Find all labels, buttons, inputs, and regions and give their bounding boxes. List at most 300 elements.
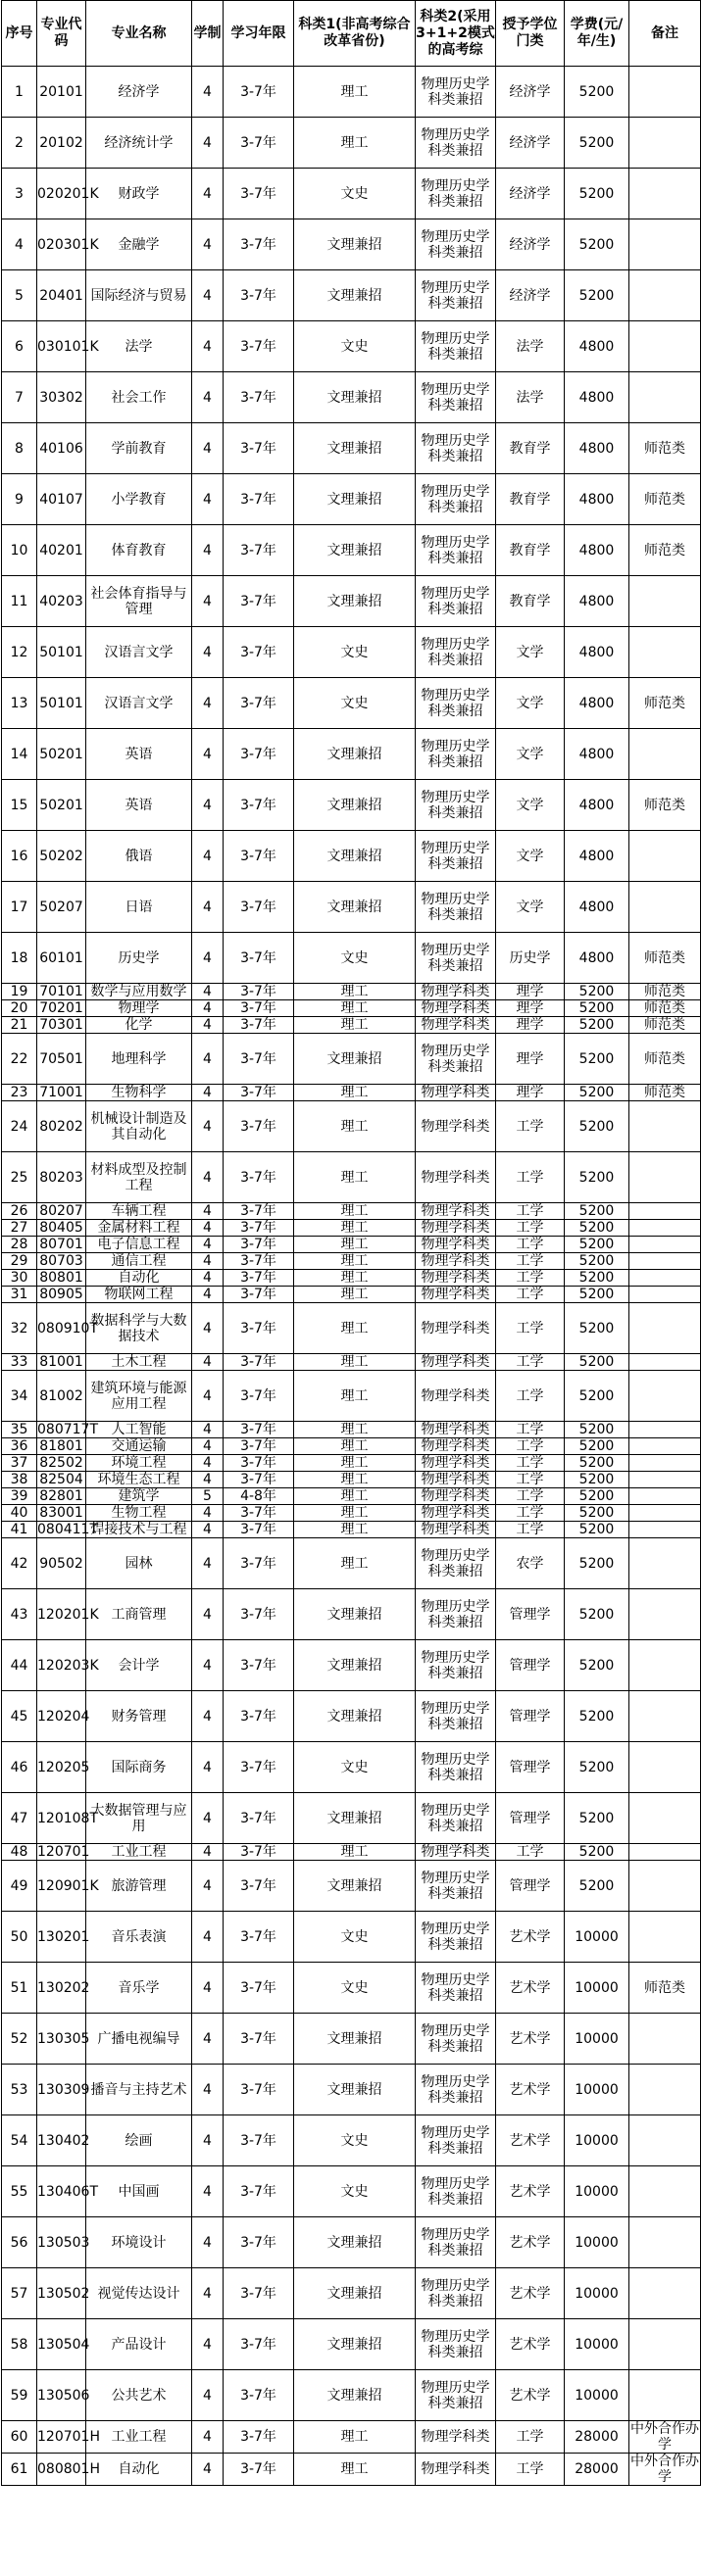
cell-name: 数据科学与大数据技术 xyxy=(86,1303,192,1354)
table-row xyxy=(2,270,701,321)
cell-name: 日语 xyxy=(86,882,192,933)
cell-code: 50101 xyxy=(37,678,86,729)
cell-degree: 管理学 xyxy=(496,1793,565,1844)
cell-degree: 经济学 xyxy=(496,169,565,219)
cell-degree: 工学 xyxy=(496,1203,565,1220)
cell-category2: 物理历史学科类兼招 xyxy=(416,831,496,882)
cell-duration: 4 xyxy=(192,1505,224,1522)
cell-name: 电子信息工程 xyxy=(86,1237,192,1253)
cell-category2: 物理历史学科类兼招 xyxy=(416,1640,496,1691)
cell-degree: 历史学 xyxy=(496,933,565,984)
cell-note: 师范类 xyxy=(629,525,701,576)
cell-study-years: 3-7年 xyxy=(224,1253,294,1270)
cell-category1: 文史 xyxy=(294,1912,416,1963)
cell-duration: 4 xyxy=(192,831,224,882)
cell-code: 130402 xyxy=(37,2115,86,2166)
cell-code: 80202 xyxy=(37,1101,86,1152)
cell-name: 建筑学 xyxy=(86,1488,192,1505)
cell-note xyxy=(629,1844,701,1861)
cell-code: 80405 xyxy=(37,1220,86,1237)
cell-note: 师范类 xyxy=(629,1017,701,1034)
cell-study-years: 3-7年 xyxy=(224,1438,294,1455)
cell-fee: 5200 xyxy=(565,118,629,169)
cell-study-years: 3-7年 xyxy=(224,1237,294,1253)
cell-duration: 4 xyxy=(192,1203,224,1220)
table-row xyxy=(2,1640,701,1691)
cell-code: 80703 xyxy=(37,1253,86,1270)
cell-category2: 物理学科类 xyxy=(416,984,496,1000)
cell-seq: 44 xyxy=(2,1640,37,1691)
cell-fee: 10000 xyxy=(565,2115,629,2166)
cell-seq: 31 xyxy=(2,1287,37,1303)
cell-degree: 农学 xyxy=(496,1538,565,1589)
cell-study-years: 3-7年 xyxy=(224,1203,294,1220)
table-row xyxy=(2,1589,701,1640)
table-row xyxy=(2,1861,701,1912)
table-row xyxy=(2,1101,701,1152)
cell-code: 130202 xyxy=(37,1963,86,2014)
cell-code: 130305 xyxy=(37,2014,86,2065)
cell-seq: 46 xyxy=(2,1742,37,1793)
cell-name: 焊接技术与工程 xyxy=(86,1522,192,1538)
header-degree: 授予学位门类 xyxy=(496,1,565,67)
cell-category1: 文理兼招 xyxy=(294,1691,416,1742)
cell-degree: 工学 xyxy=(496,1303,565,1354)
cell-study-years: 3-7年 xyxy=(224,1861,294,1912)
cell-code: 130506 xyxy=(37,2370,86,2421)
cell-fee: 28000 xyxy=(565,2454,629,2486)
table-row xyxy=(2,933,701,984)
cell-degree: 工学 xyxy=(496,1220,565,1237)
cell-degree: 经济学 xyxy=(496,118,565,169)
cell-note: 师范类 xyxy=(629,1085,701,1101)
cell-seq: 40 xyxy=(2,1505,37,1522)
cell-degree: 工学 xyxy=(496,1237,565,1253)
cell-category2: 物理历史学科类兼招 xyxy=(416,2166,496,2217)
cell-fee: 5200 xyxy=(565,1085,629,1101)
cell-study-years: 3-7年 xyxy=(224,1354,294,1371)
cell-duration: 4 xyxy=(192,780,224,831)
cell-seq: 35 xyxy=(2,1422,37,1438)
cell-study-years: 3-7年 xyxy=(224,1101,294,1152)
table-row xyxy=(2,2217,701,2268)
cell-note xyxy=(629,1237,701,1253)
cell-category1: 理工 xyxy=(294,1354,416,1371)
cell-fee: 5200 xyxy=(565,984,629,1000)
cell-study-years: 3-7年 xyxy=(224,423,294,474)
cell-seq: 28 xyxy=(2,1237,37,1253)
cell-seq: 61 xyxy=(2,2454,37,2486)
cell-fee: 4800 xyxy=(565,423,629,474)
cell-study-years: 3-7年 xyxy=(224,1691,294,1742)
cell-code: 120205 xyxy=(37,1742,86,1793)
cell-degree: 理学 xyxy=(496,1085,565,1101)
cell-study-years: 3-7年 xyxy=(224,2370,294,2421)
table-row xyxy=(2,372,701,423)
cell-study-years: 3-7年 xyxy=(224,1505,294,1522)
cell-degree: 艺术学 xyxy=(496,2319,565,2370)
cell-seq: 26 xyxy=(2,1203,37,1220)
cell-note xyxy=(629,729,701,780)
cell-category2: 物理历史学科类兼招 xyxy=(416,169,496,219)
cell-duration: 4 xyxy=(192,1237,224,1253)
cell-name: 财政学 xyxy=(86,169,192,219)
cell-degree: 文学 xyxy=(496,831,565,882)
cell-seq: 33 xyxy=(2,1354,37,1371)
cell-fee: 5200 xyxy=(565,1691,629,1742)
cell-duration: 4 xyxy=(192,2268,224,2319)
cell-category2: 物理学科类 xyxy=(416,1488,496,1505)
cell-fee: 5200 xyxy=(565,1017,629,1034)
cell-note: 师范类 xyxy=(629,1963,701,2014)
cell-study-years: 3-7年 xyxy=(224,2217,294,2268)
cell-category2: 物理历史学科类兼招 xyxy=(416,780,496,831)
cell-study-years: 3-7年 xyxy=(224,1742,294,1793)
cell-note xyxy=(629,1861,701,1912)
cell-category1: 文理兼招 xyxy=(294,1640,416,1691)
cell-category1: 理工 xyxy=(294,1844,416,1861)
cell-category2: 物理学科类 xyxy=(416,1017,496,1034)
cell-fee: 10000 xyxy=(565,1912,629,1963)
table-row xyxy=(2,678,701,729)
cell-duration: 4 xyxy=(192,525,224,576)
cell-degree: 教育学 xyxy=(496,423,565,474)
cell-category2: 物理历史学科类兼招 xyxy=(416,2014,496,2065)
cell-category1: 理工 xyxy=(294,1488,416,1505)
cell-category1: 文理兼招 xyxy=(294,831,416,882)
cell-degree: 工学 xyxy=(496,1455,565,1472)
cell-name: 体育教育 xyxy=(86,525,192,576)
cell-seq: 55 xyxy=(2,2166,37,2217)
cell-seq: 4 xyxy=(2,219,37,270)
cell-seq: 27 xyxy=(2,1220,37,1237)
cell-code: 50207 xyxy=(37,882,86,933)
cell-fee: 5200 xyxy=(565,1152,629,1203)
cell-duration: 4 xyxy=(192,1963,224,2014)
cell-category1: 理工 xyxy=(294,1017,416,1034)
cell-study-years: 3-7年 xyxy=(224,1793,294,1844)
cell-category1: 文理兼招 xyxy=(294,1034,416,1085)
cell-code: 40201 xyxy=(37,525,86,576)
cell-study-years: 3-7年 xyxy=(224,2014,294,2065)
cell-degree: 管理学 xyxy=(496,1861,565,1912)
cell-category1: 理工 xyxy=(294,1085,416,1101)
cell-seq: 49 xyxy=(2,1861,37,1912)
table-row xyxy=(2,1220,701,1237)
cell-degree: 工学 xyxy=(496,1488,565,1505)
cell-category2: 物理历史学科类兼招 xyxy=(416,423,496,474)
cell-duration: 4 xyxy=(192,1861,224,1912)
cell-seq: 42 xyxy=(2,1538,37,1589)
cell-code: 130201 xyxy=(37,1912,86,1963)
cell-name: 自动化 xyxy=(86,2454,192,2486)
cell-duration: 4 xyxy=(192,270,224,321)
cell-fee: 5200 xyxy=(565,67,629,118)
cell-note xyxy=(629,67,701,118)
cell-study-years: 3-7年 xyxy=(224,1912,294,1963)
cell-code: 70201 xyxy=(37,1000,86,1017)
cell-fee: 5200 xyxy=(565,1354,629,1371)
cell-category2: 物理历史学科类兼招 xyxy=(416,1861,496,1912)
cell-category2: 物理学科类 xyxy=(416,1455,496,1472)
cell-category2: 物理学科类 xyxy=(416,1303,496,1354)
cell-degree: 艺术学 xyxy=(496,2115,565,2166)
cell-category2: 物理学科类 xyxy=(416,1270,496,1287)
cell-code: 120204 xyxy=(37,1691,86,1742)
cell-code: 80207 xyxy=(37,1203,86,1220)
cell-note xyxy=(629,118,701,169)
cell-seq: 12 xyxy=(2,627,37,678)
cell-category1: 理工 xyxy=(294,2421,416,2454)
cell-fee: 5200 xyxy=(565,1793,629,1844)
cell-fee: 10000 xyxy=(565,2319,629,2370)
cell-fee: 28000 xyxy=(565,2421,629,2454)
cell-note xyxy=(629,1505,701,1522)
table-row xyxy=(2,67,701,118)
table-row xyxy=(2,1488,701,1505)
cell-note xyxy=(629,270,701,321)
cell-fee: 5200 xyxy=(565,1538,629,1589)
cell-category2: 物理历史学科类兼招 xyxy=(416,1793,496,1844)
cell-category2: 物理学科类 xyxy=(416,1354,496,1371)
cell-category2: 物理学科类 xyxy=(416,1287,496,1303)
cell-seq: 20 xyxy=(2,1000,37,1017)
cell-name: 旅游管理 xyxy=(86,1861,192,1912)
cell-code: 120701H xyxy=(37,2421,86,2454)
cell-duration: 4 xyxy=(192,933,224,984)
cell-duration: 4 xyxy=(192,1912,224,1963)
cell-code: 81002 xyxy=(37,1371,86,1422)
cell-study-years: 3-7年 xyxy=(224,219,294,270)
cell-code: 080411T xyxy=(37,1522,98,1537)
cell-duration: 4 xyxy=(192,1472,224,1488)
cell-study-years: 4-8年 xyxy=(224,1488,294,1505)
cell-degree: 教育学 xyxy=(496,576,565,627)
cell-seq: 16 xyxy=(2,831,37,882)
cell-name: 中国画 xyxy=(86,2166,192,2217)
cell-code: 40106 xyxy=(37,423,86,474)
cell-degree: 艺术学 xyxy=(496,2370,565,2421)
cell-note xyxy=(629,1589,701,1640)
cell-fee: 10000 xyxy=(565,2217,629,2268)
cell-note: 师范类 xyxy=(629,678,701,729)
cell-name: 公共艺术 xyxy=(86,2370,192,2421)
cell-duration: 4 xyxy=(192,474,224,525)
cell-duration: 4 xyxy=(192,678,224,729)
cell-name: 经济统计学 xyxy=(86,118,192,169)
cell-duration: 4 xyxy=(192,2370,224,2421)
cell-degree: 工学 xyxy=(496,1354,565,1371)
cell-degree: 文学 xyxy=(496,882,565,933)
cell-note: 中外合作办学 xyxy=(630,2454,699,2485)
cell-category2: 物理历史学科类兼招 xyxy=(416,678,496,729)
cell-category2: 物理历史学科类兼招 xyxy=(416,1963,496,2014)
cell-category1: 文理兼招 xyxy=(294,576,416,627)
cell-category1: 文理兼招 xyxy=(294,372,416,423)
cell-name: 交通运输 xyxy=(86,1438,192,1455)
cell-study-years: 3-7年 xyxy=(224,1844,294,1861)
cell-note: 师范类 xyxy=(629,984,701,1000)
cell-fee: 4800 xyxy=(565,525,629,576)
cell-code: 020201K xyxy=(37,169,86,219)
cell-seq: 25 xyxy=(2,1152,37,1203)
cell-name: 英语 xyxy=(86,780,192,831)
cell-note xyxy=(629,2217,701,2268)
cell-seq: 60 xyxy=(2,2421,37,2454)
cell-duration: 4 xyxy=(192,1589,224,1640)
cell-name: 小学教育 xyxy=(86,474,192,525)
cell-seq: 19 xyxy=(2,984,37,1000)
cell-category2: 物理学科类 xyxy=(416,2421,496,2454)
table-row xyxy=(2,1422,701,1438)
cell-note xyxy=(629,2065,701,2115)
cell-study-years: 3-7年 xyxy=(224,1538,294,1589)
cell-seq: 59 xyxy=(2,2370,37,2421)
cell-note xyxy=(629,1742,701,1793)
cell-category1: 文理兼招 xyxy=(294,1861,416,1912)
cell-degree: 工学 xyxy=(496,1422,565,1438)
cell-study-years: 3-7年 xyxy=(224,1017,294,1034)
cell-category1: 理工 xyxy=(294,1505,416,1522)
cell-degree: 经济学 xyxy=(496,67,565,118)
cell-code: 40203 xyxy=(37,576,86,627)
cell-category2: 物理历史学科类兼招 xyxy=(416,219,496,270)
cell-code: 120901K xyxy=(37,1861,86,1912)
cell-name: 金融学 xyxy=(86,219,192,270)
cell-category2: 物理学科类 xyxy=(416,1438,496,1455)
header-duration: 学制 xyxy=(192,1,224,67)
cell-name: 环境生态工程 xyxy=(86,1472,192,1488)
table-row xyxy=(2,219,701,270)
cell-study-years: 3-7年 xyxy=(224,780,294,831)
cell-study-years: 3-7年 xyxy=(224,2319,294,2370)
cell-category2: 物理历史学科类兼招 xyxy=(416,525,496,576)
cell-study-years: 3-7年 xyxy=(224,169,294,219)
cell-fee: 5200 xyxy=(565,1287,629,1303)
cell-name: 法学 xyxy=(86,321,192,372)
cell-name: 音乐学 xyxy=(86,1963,192,2014)
cell-code: 080717T xyxy=(37,1422,98,1437)
cell-name: 材料成型及控制工程 xyxy=(86,1152,192,1203)
cell-name: 土木工程 xyxy=(86,1354,192,1371)
cell-note xyxy=(629,2370,701,2421)
cell-category2: 物理学科类 xyxy=(416,1522,496,1538)
cell-note xyxy=(629,882,701,933)
cell-study-years: 3-7年 xyxy=(224,372,294,423)
cell-seq: 57 xyxy=(2,2268,37,2319)
cell-degree: 文学 xyxy=(496,780,565,831)
cell-seq: 17 xyxy=(2,882,37,933)
cell-category2: 物理历史学科类兼招 xyxy=(416,1742,496,1793)
table-row xyxy=(2,169,701,219)
cell-fee: 5200 xyxy=(565,1237,629,1253)
cell-name: 英语 xyxy=(86,729,192,780)
cell-degree: 管理学 xyxy=(496,1640,565,1691)
cell-category2: 物理历史学科类兼招 xyxy=(416,372,496,423)
cell-name: 生物工程 xyxy=(86,1505,192,1522)
cell-category2: 物理学科类 xyxy=(416,1152,496,1203)
cell-category1: 文理兼招 xyxy=(294,1793,416,1844)
cell-category1: 文史 xyxy=(294,678,416,729)
header-row xyxy=(2,1,701,67)
cell-code: 81801 xyxy=(37,1438,86,1455)
cell-study-years: 3-7年 xyxy=(224,729,294,780)
cell-name: 学前教育 xyxy=(86,423,192,474)
cell-category2: 物理学科类 xyxy=(416,1472,496,1488)
table-row xyxy=(2,2166,701,2217)
cell-duration: 4 xyxy=(192,729,224,780)
cell-duration: 4 xyxy=(192,423,224,474)
table-row xyxy=(2,1270,701,1287)
cell-seq: 9 xyxy=(2,474,37,525)
table-row xyxy=(2,882,701,933)
cell-category1: 理工 xyxy=(294,1438,416,1455)
table-row xyxy=(2,1538,701,1589)
cell-note xyxy=(629,1203,701,1220)
cell-code: 50201 xyxy=(37,780,86,831)
cell-seq: 22 xyxy=(2,1034,37,1085)
cell-category2: 物理历史学科类兼招 xyxy=(416,321,496,372)
cell-duration: 4 xyxy=(192,882,224,933)
cell-seq: 47 xyxy=(2,1793,37,1844)
cell-note xyxy=(629,627,701,678)
cell-code: 70301 xyxy=(37,1017,86,1034)
cell-category1: 理工 xyxy=(294,1538,416,1589)
cell-name: 国际经济与贸易 xyxy=(86,270,192,321)
table-row xyxy=(2,627,701,678)
cell-name: 车辆工程 xyxy=(86,1203,192,1220)
table-row xyxy=(2,2065,701,2115)
cell-note xyxy=(629,1691,701,1742)
cell-degree: 工学 xyxy=(496,1287,565,1303)
cell-fee: 4800 xyxy=(565,882,629,933)
cell-code: 83001 xyxy=(37,1505,86,1522)
cell-note xyxy=(629,1438,701,1455)
cell-category1: 理工 xyxy=(294,1253,416,1270)
cell-note xyxy=(629,1455,701,1472)
cell-category1: 理工 xyxy=(294,1422,416,1438)
cell-fee: 5200 xyxy=(565,1303,629,1354)
cell-category1: 理工 xyxy=(294,1203,416,1220)
cell-name: 大数据管理与应用 xyxy=(86,1793,192,1844)
cell-code: 81001 xyxy=(37,1354,86,1371)
cell-category1: 文理兼招 xyxy=(294,2217,416,2268)
cell-study-years: 3-7年 xyxy=(224,270,294,321)
cell-seq: 37 xyxy=(2,1455,37,1472)
cell-code: 130406T xyxy=(37,2166,86,2217)
cell-seq: 7 xyxy=(2,372,37,423)
cell-fee: 4800 xyxy=(565,627,629,678)
cell-category2: 物理历史学科类兼招 xyxy=(416,67,496,118)
cell-name: 社会体育指导与管理 xyxy=(86,576,192,627)
cell-study-years: 3-7年 xyxy=(224,984,294,1000)
cell-fee: 5200 xyxy=(565,1844,629,1861)
cell-note xyxy=(629,2166,701,2217)
cell-study-years: 3-7年 xyxy=(224,2115,294,2166)
cell-duration: 4 xyxy=(192,576,224,627)
cell-category2: 物理历史学科类兼招 xyxy=(416,729,496,780)
cell-seq: 39 xyxy=(2,1488,37,1505)
cell-degree: 工学 xyxy=(496,1270,565,1287)
cell-name: 产品设计 xyxy=(86,2319,192,2370)
cell-degree: 法学 xyxy=(496,321,565,372)
cell-name: 环境设计 xyxy=(86,2217,192,2268)
cell-category2: 物理历史学科类兼招 xyxy=(416,474,496,525)
cell-degree: 艺术学 xyxy=(496,2268,565,2319)
cell-category2: 物理历史学科类兼招 xyxy=(416,1589,496,1640)
cell-degree: 管理学 xyxy=(496,1589,565,1640)
table-row xyxy=(2,1793,701,1844)
